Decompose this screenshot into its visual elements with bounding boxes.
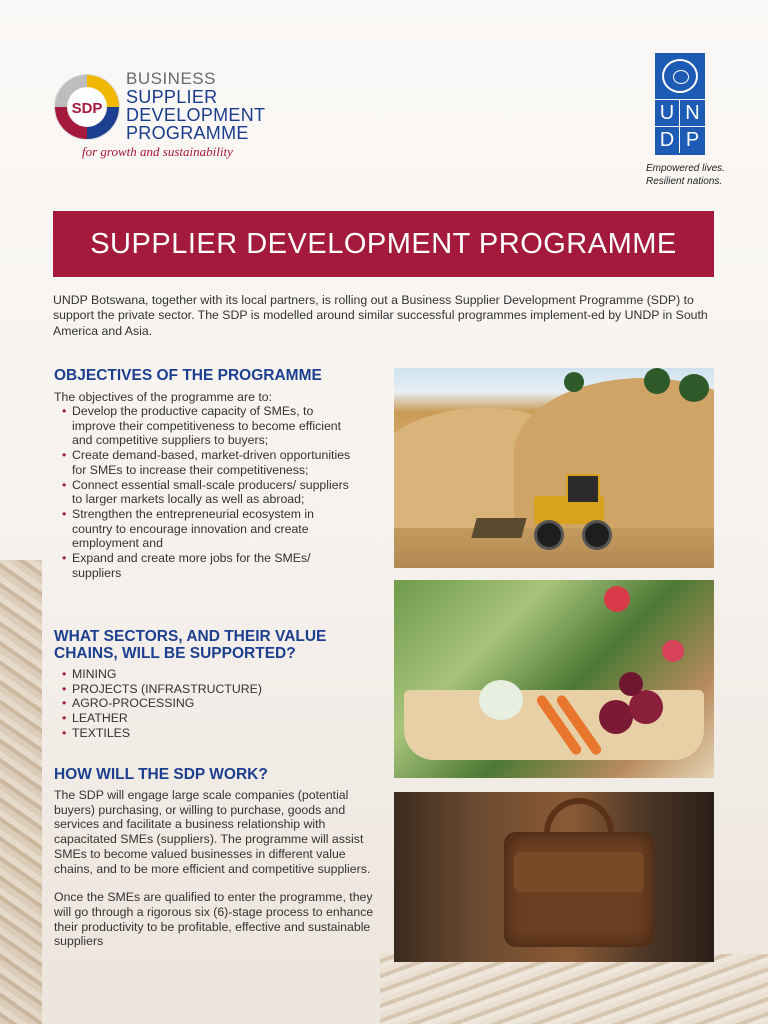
intro-paragraph: UNDP Botswana, together with its local partners, is rolling out a Business Supplier Development Programme (SDP) to support the private sector. The SDP is modelled around similar successful programmes implement-ed by UNDP in South America and Asia. bbox=[53, 293, 708, 338]
leather-bag-photo bbox=[394, 792, 714, 962]
list-item: • Connect essential small-scale producers/ suppliers to larger markets locally as well as abroad; bbox=[54, 478, 354, 507]
list-item: • AGRO-PROCESSING bbox=[54, 696, 354, 711]
page-title: SUPPLIER DEVELOPMENT PROGRAMME bbox=[90, 227, 677, 260]
list-item: • LEATHER bbox=[54, 711, 354, 726]
undp-letter: D bbox=[655, 126, 680, 153]
rope-decoration-left bbox=[0, 560, 42, 1024]
undp-tagline-2: Resilient nations. bbox=[646, 176, 723, 187]
logo-line-4: PROGRAMME bbox=[126, 123, 249, 143]
undp-tagline-1: Empowered lives. bbox=[646, 163, 725, 174]
list-item: • MINING bbox=[54, 667, 354, 682]
undp-letter: U bbox=[655, 99, 680, 126]
how-paragraph-2: Once the SMEs are qualified to enter the programme, they will go through a rigorous six (6)-stage process to enhance their productivity to be profitable, effective and sustainable suppliers bbox=[54, 890, 374, 949]
logo-line-3: DEVELOPMENT bbox=[126, 105, 266, 125]
list-item: • Create demand-based, market-driven opportunities for SMEs to increase their competitiveness; bbox=[54, 448, 354, 477]
title-banner bbox=[53, 211, 714, 277]
how-paragraph-1: The SDP will engage large scale companies (potential buyers) purchasing, or willing to purchase, goods and services and facilitate a business relationship with capacitated SMEs (suppliers). The programme will assist SMEs to become valued businesses in different value chains, and to be more efficient and competitive suppliers. bbox=[54, 788, 371, 876]
how-heading: HOW WILL THE SDP WORK? bbox=[54, 766, 268, 783]
list-item: • TEXTILES bbox=[54, 726, 354, 741]
sdp-tagline: for growth and sustainability bbox=[82, 144, 233, 159]
list-item: • Strengthen the entrepreneurial ecosystem in country to encourage innovation and create employment and bbox=[54, 507, 354, 551]
un-emblem-icon bbox=[662, 59, 698, 93]
list-item: • PROJECTS (INFRASTRUCTURE) bbox=[54, 682, 354, 697]
undp-letters bbox=[655, 99, 705, 153]
rope-decoration-bottom bbox=[380, 954, 768, 1024]
sdp-logo-icon bbox=[52, 72, 122, 142]
undp-logo bbox=[655, 53, 705, 155]
objectives-heading: OBJECTIVES OF THE PROGRAMME bbox=[54, 367, 322, 384]
sectors-heading: WHAT SECTORS, AND THEIR VALUE CHAINS, WILL BE SUPPORTED? bbox=[54, 628, 327, 662]
list-item: • Develop the productive capacity of SMEs, to improve their competitiveness to become efficient and competitive suppliers to buyers; bbox=[54, 404, 354, 448]
undp-letter: P bbox=[680, 126, 705, 153]
vegetables-photo bbox=[394, 580, 714, 778]
how-body bbox=[54, 788, 374, 963]
objectives-lead: The objectives of the programme are to: bbox=[54, 390, 273, 404]
logo-line-1: BUSINESS bbox=[126, 69, 216, 88]
undp-letter: N bbox=[680, 99, 705, 126]
sectors-list bbox=[54, 667, 354, 741]
mining-photo bbox=[394, 368, 714, 568]
undp-tagline bbox=[646, 162, 725, 188]
objectives-list bbox=[54, 404, 354, 580]
sdp-wordmark bbox=[126, 70, 265, 142]
sdp-logo-badge: SDP bbox=[71, 100, 103, 117]
list-item: • Expand and create more jobs for the SMEs/ suppliers bbox=[54, 551, 354, 580]
logo-line-2: SUPPLIER bbox=[126, 87, 218, 107]
